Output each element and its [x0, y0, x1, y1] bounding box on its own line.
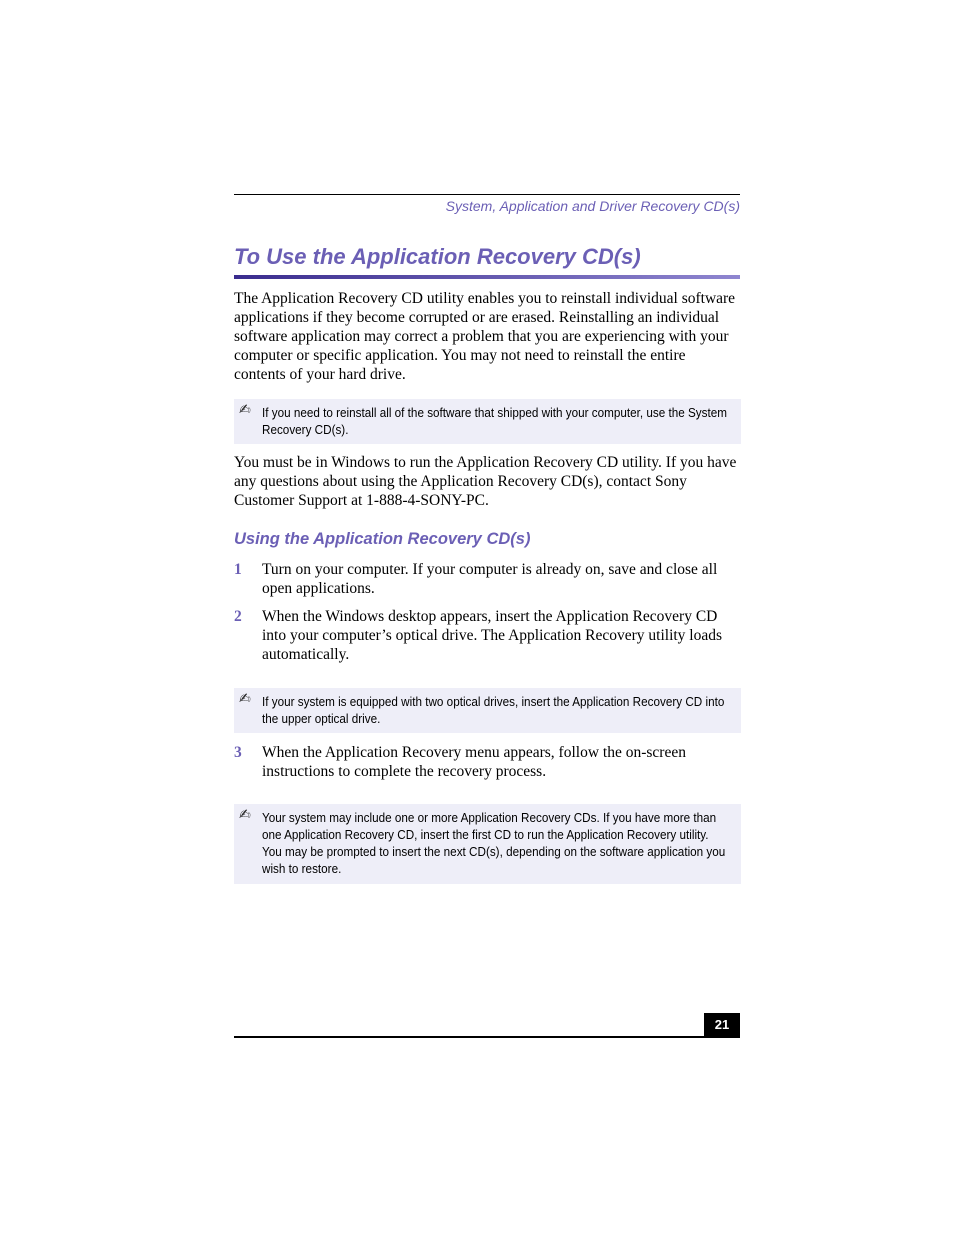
pencil-note-icon: ✍ [239, 402, 251, 418]
header-rule [234, 194, 740, 195]
note-box-reinstall-all [234, 399, 741, 444]
step-text: When the Windows desktop appears, insert the Application Recovery CD into your computer’s optical drive. The Application Recovery utility loads automatically. [262, 608, 723, 663]
pencil-note-icon: ✍ [239, 691, 251, 707]
note-box-two-drives [234, 688, 741, 733]
section-title: To Use the Application Recovery CD(s) [234, 244, 641, 269]
running-head: System, Application and Driver Recovery CD(s) [445, 198, 740, 214]
note-box-multiple-cds [234, 804, 741, 884]
page-number: 21 [704, 1013, 740, 1037]
step-text: When the Application Recovery menu appears, follow the on-screen instructions to complete the recovery process. [262, 744, 686, 780]
step-text: Turn on your computer. If your computer is already on, save and close all open applications. [262, 561, 718, 597]
step-number: 3 [234, 744, 242, 761]
section-title-rule [234, 275, 740, 279]
note-text: Your system may include one or more Application Recovery CDs. If you have more than one Application Recovery CD, insert the first CD to run the Application Recovery utility. You may be prompted to insert the next CD(s), depending on the software application you wish to restore. [262, 810, 726, 876]
note-text: If your system is equipped with two optical drives, insert the Application Recovery CD into the upper optical drive. [262, 694, 725, 726]
step-number: 2 [234, 608, 242, 625]
note-text: If you need to reinstall all of the software that shipped with your computer, use the System Recovery CD(s). [262, 405, 728, 437]
footer-rule [234, 1036, 740, 1038]
windows-requirement-paragraph: You must be in Windows to run the Application Recovery CD utility. If you have any questions about using the Application Recovery CD(s), contact Sony Customer Support at 1-888-4-SONY-PC. [234, 454, 737, 509]
pencil-note-icon: ✍ [239, 807, 251, 823]
intro-paragraph: The Application Recovery CD utility enables you to reinstall individual software applications if they become corrupted or are erased. Reinstalling an individual software application may correct a problem that you are experiencing with your computer or specific application. You may not need to reinstall the entire contents of your hard drive. [234, 290, 736, 383]
step-number: 1 [234, 561, 242, 578]
subsection-title: Using the Application Recovery CD(s) [234, 530, 531, 548]
